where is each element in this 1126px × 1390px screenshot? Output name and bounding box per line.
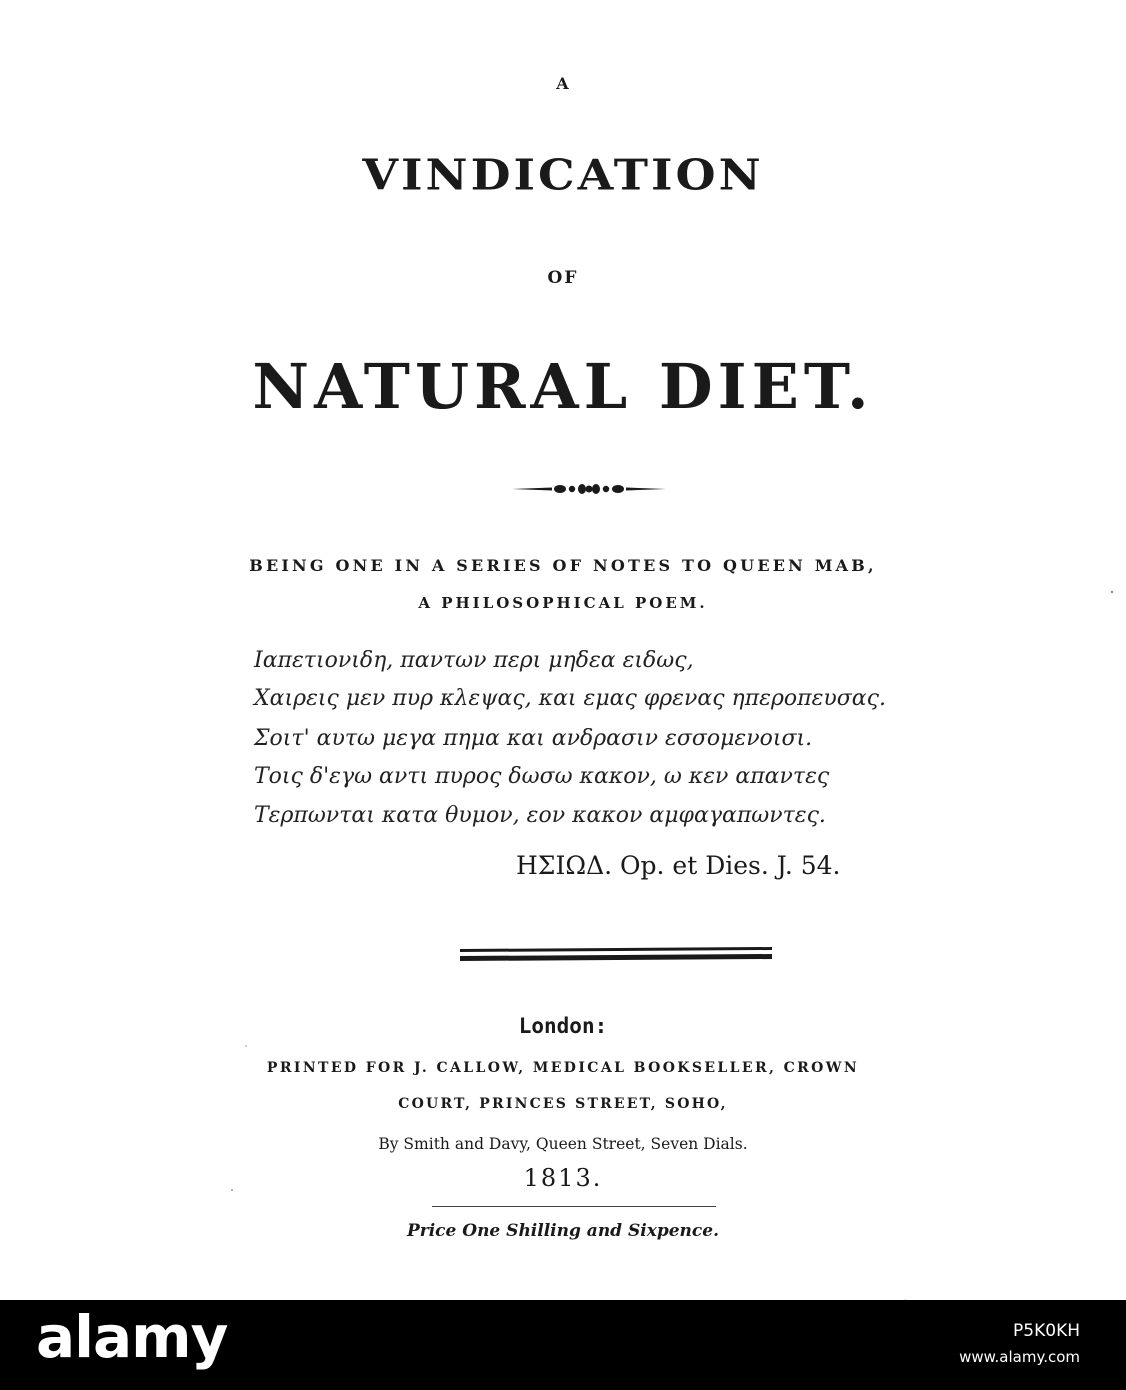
subtitle-line-1: BEING ONE IN A SERIES OF NOTES TO QUEEN MAB, (249, 556, 877, 575)
ornament-divider-icon (512, 480, 666, 498)
title-line-2: NATURAL DIET. (252, 350, 874, 423)
epigraph-line-2: Χαιρεις μεν πυρ κλεψας, και εμας φρενας ηπεροπευσας. (254, 686, 886, 711)
title-line-1: VINDICATION (362, 150, 764, 200)
title-article: A (556, 74, 570, 93)
price-rule (432, 1206, 716, 1207)
subtitle-line-2: A PHILOSOPHICAL POEM. (418, 594, 708, 612)
imprint-line-1: PRINTED FOR J. CALLOW, MEDICAL BOOKSELLER, CROWN (266, 1060, 860, 1076)
epigraph-line-1: Ιαπετιονιδη, παντων περι μηδεα ειδως, (254, 648, 694, 673)
imprint-line-3: By Smith and Davy, Queen Street, Seven Dials. (378, 1135, 748, 1153)
epigraph-citation: ΗΣΙΩΔ. Op. et Dies. J. 54. (516, 851, 841, 880)
epigraph-line-4: Τοις δ'εγω αντι πυρος δωσω κακον, ω κεν απαντες (254, 764, 830, 789)
double-rule-icon (460, 944, 772, 964)
website-url: www.alamy.com (959, 1348, 1080, 1366)
price-line: Price One Shilling and Sixpence. (406, 1221, 720, 1241)
imprint-year: 1813. (523, 1164, 603, 1192)
imprint-line-2: COURT, PRINCES STREET, SOHO, (398, 1096, 728, 1112)
brand-logo: alamy (36, 1303, 228, 1371)
image-id: P5K0KH (1013, 1321, 1080, 1341)
imprint-city: London: (518, 1014, 608, 1038)
title-of: OF (547, 268, 579, 288)
epigraph-line-5: Τερπωνται κατα θυμον, εον κακον αμφαγαπωντες. (254, 803, 826, 828)
epigraph-line-3: Σοιτ' αυτω μεγα πημα και ανδρασιν εσσομενοισι. (254, 726, 813, 751)
